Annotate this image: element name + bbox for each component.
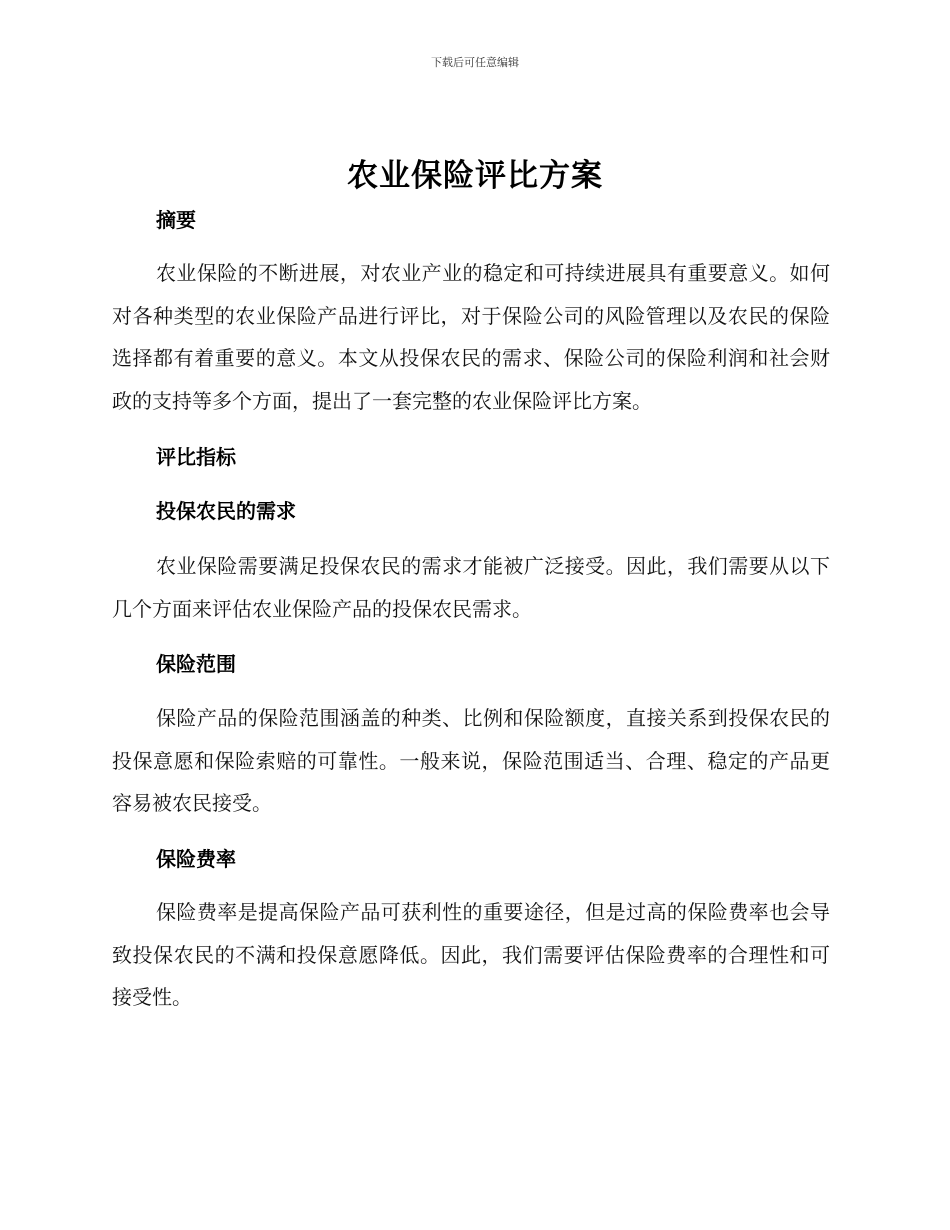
page-header: 下载后可任意编辑	[431, 56, 519, 69]
coverage-heading: 保险范围	[156, 652, 236, 676]
demand-paragraph: 农业保险需要满足投保农民的需求才能被广泛接受。因此，我们需要从以下几个方面来评估农业保险产品的投保农民需求。	[112, 554, 830, 621]
rate-heading: 保险费率	[156, 847, 236, 871]
abstract-heading: 摘要	[156, 208, 196, 232]
document-title: 农业保险评比方案	[347, 158, 603, 194]
coverage-paragraph: 保险产品的保险范围涵盖的种类、比例和保险额度，直接关系到投保农民的投保意愿和保险索赔的可靠性。一般来说，保险范围适当、合理、稳定的产品更容易被农民接受。	[112, 706, 830, 815]
rate-paragraph: 保险费率是提高保险产品可获利性的重要途径，但是过高的保险费率也会导致投保农民的不满和投保意愿降低。因此，我们需要评估保险费率的合理性和可接受性。	[112, 900, 830, 1009]
demand-heading: 投保农民的需求	[156, 499, 296, 523]
abstract-paragraph: 农业保险的不断进展，对农业产业的稳定和可持续进展具有重要意义。如何对各种类型的农业保险产品进行评比，对于保险公司的风险管理以及农民的保险选择都有着重要的意义。本文从投保农民的需求、保险公司的保险利润和社会财政的支持等多个方面，提出了一套完整的农业保险评比方案。	[112, 261, 830, 413]
indicators-heading: 评比指标	[156, 445, 236, 469]
